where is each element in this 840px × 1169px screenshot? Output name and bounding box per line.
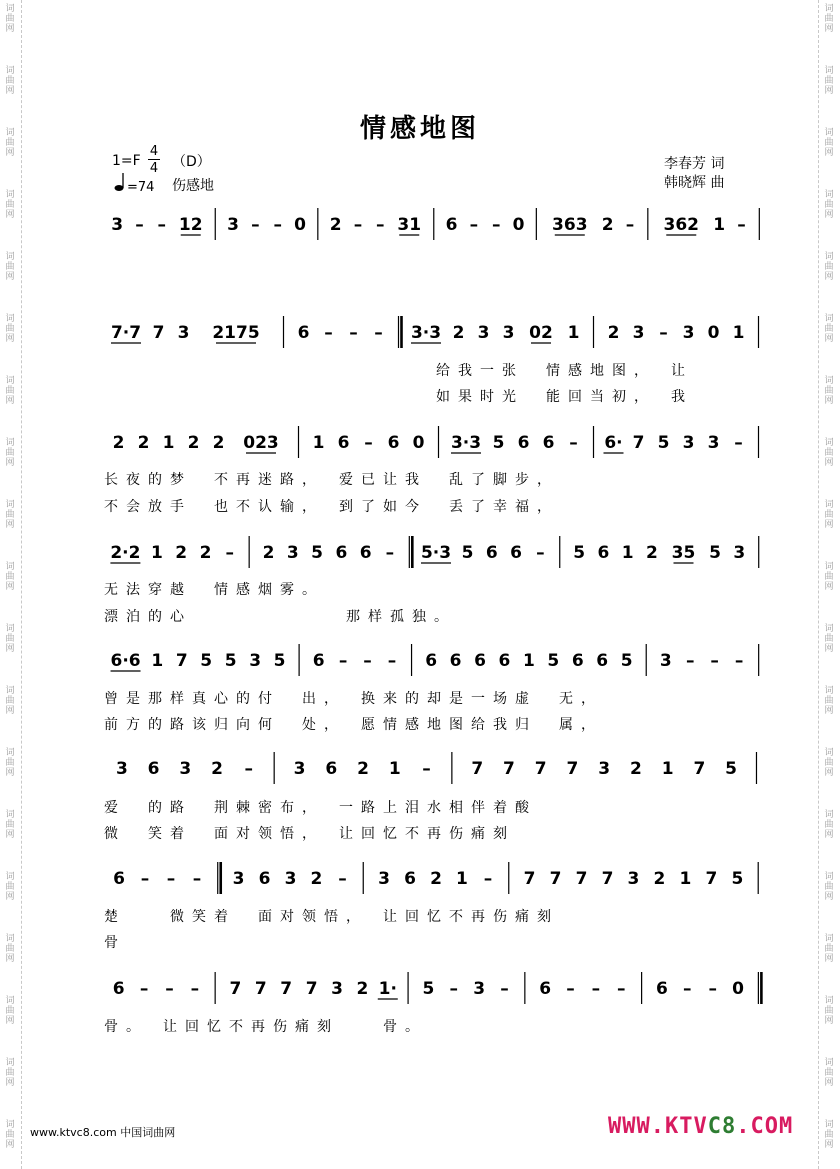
note-token: 3 — [502, 323, 515, 343]
note-token: 7·7 — [110, 323, 142, 343]
note-token: – — [625, 215, 635, 235]
note-token: 3 — [659, 651, 672, 671]
note-token: 2 — [646, 543, 658, 563]
watermark-text: 词 曲 网 — [824, 686, 834, 716]
note-token: 6 — [517, 433, 530, 453]
note-token: – — [591, 979, 601, 999]
note-token: – — [491, 215, 501, 235]
note-token: 2 — [262, 543, 275, 563]
note-token: – — [374, 323, 383, 343]
lyricist: 李春芳 词 — [664, 156, 725, 172]
note-token: 1 — [151, 543, 163, 563]
note-token: – — [737, 215, 746, 235]
watermark-text: 词 曲 网 — [5, 810, 15, 840]
note-token: 1 — [732, 323, 745, 343]
watermark-text: 词 曲 网 — [824, 934, 834, 964]
note-token: 31 — [397, 215, 422, 235]
note-token: – — [376, 215, 385, 235]
lyric-line-7a: 楚 微笑着 面对领悟， 让回忆不再伤痛刻 — [104, 909, 559, 925]
lyric-line-5a: 曾是那样真心的付 出， 换来的却是一场虚 无， — [104, 691, 603, 707]
note-token: 0 — [732, 979, 744, 999]
note-token: 6 — [539, 979, 552, 999]
note-token: – — [273, 215, 282, 235]
note-token: 2 — [212, 433, 225, 453]
note-token: 3 — [293, 759, 306, 779]
note-token: 5 — [492, 433, 505, 453]
composer: 韩晓辉 曲 — [664, 175, 725, 191]
note-token: – — [500, 979, 509, 999]
watermark-text: 词 曲 网 — [824, 438, 834, 468]
note-token: – — [338, 651, 348, 671]
note-token: – — [387, 651, 397, 671]
watermark-text: 词 曲 网 — [5, 996, 15, 1026]
note-token: 6 — [404, 869, 416, 889]
note-token: 2 — [211, 759, 223, 779]
note-token: 3 — [378, 869, 390, 889]
note-token: 2·2 — [110, 543, 141, 563]
watermark-text: 词 曲 网 — [5, 376, 15, 406]
key-signature: 1=F — [112, 153, 141, 169]
note-token: 3 — [115, 759, 128, 779]
note-token: – — [385, 543, 395, 563]
note-token: – — [363, 651, 372, 671]
note-token: 6 — [656, 979, 668, 999]
lyric-line-8a: 骨。 让回忆不再伤痛刻 骨。 — [104, 1019, 427, 1035]
note-token: – — [659, 323, 668, 343]
note-token: 5 — [731, 869, 744, 889]
note-token: 1 — [522, 651, 535, 671]
note-token: – — [192, 869, 202, 889]
watermark-text: 词 曲 网 — [5, 128, 15, 158]
tempo: =74 — [127, 180, 155, 195]
note-token: 6 — [337, 433, 350, 453]
lyric-line-7b: 骨 — [104, 935, 126, 951]
watermark-text: 词 曲 网 — [824, 376, 834, 406]
lyric-line-3a: 长夜的梦 不再迷路， 爱已让我 乱了脚步， — [104, 472, 559, 488]
note-token: 6 — [542, 433, 555, 453]
note-token: 3 — [179, 759, 192, 779]
note-token: 3 — [286, 543, 299, 563]
watermark-text: 词 曲 网 — [5, 4, 15, 34]
note-token: 5 — [725, 759, 738, 779]
note-token: 6 — [147, 759, 160, 779]
note-token: – — [251, 215, 260, 235]
note-token: – — [166, 869, 176, 889]
note-token: 7 — [229, 979, 242, 999]
note-token: 3 — [249, 651, 262, 671]
note-token: 1 — [661, 759, 674, 779]
left-guide-line — [21, 0, 22, 1169]
note-token: 2 — [137, 433, 150, 453]
page-title: 情感地图 — [359, 114, 480, 144]
note-token: 6 — [485, 543, 498, 563]
watermark-text: 词 曲 网 — [824, 624, 834, 654]
note-token: – — [324, 323, 333, 343]
note-token: 1 — [162, 433, 175, 453]
note-token: 6 — [335, 543, 348, 563]
note-token: 2 — [357, 759, 369, 779]
note-token: – — [364, 433, 373, 453]
note-token: 6 — [596, 651, 609, 671]
watermark-text: 词 曲 网 — [5, 748, 15, 778]
note-token: 5 — [547, 651, 560, 671]
lyric-line-4b: 漂泊的心 那样孤独。 — [104, 609, 456, 625]
note-token: 12 — [178, 215, 203, 235]
note-token: 6 — [597, 543, 610, 563]
watermark-text: 词 曲 网 — [5, 562, 15, 592]
note-token: 7 — [523, 869, 536, 889]
score-line-8 — [100, 970, 770, 1010]
watermark-text: 词 曲 网 — [824, 314, 834, 344]
note-token: 3 — [632, 323, 645, 343]
watermark-text: 词 曲 网 — [824, 128, 834, 158]
note-token: – — [617, 979, 626, 999]
note-token: 3 — [682, 433, 695, 453]
lyric-line-6a: 爱 的路 荆棘密布， 一路上泪水相伴着酸 — [104, 800, 537, 816]
watermark-text: 词 曲 网 — [5, 66, 15, 96]
note-token: 6 — [510, 543, 522, 563]
note-token: 3 — [707, 433, 720, 453]
note-token: 1 — [567, 323, 580, 343]
note-token: – — [338, 869, 347, 889]
score-line-5 — [100, 642, 770, 682]
note-token: – — [536, 543, 545, 563]
note-token: – — [140, 869, 150, 889]
note-token: 3 — [177, 323, 190, 343]
note-token: 3 — [473, 979, 486, 999]
score-line-2 — [100, 314, 770, 354]
lyric-line-2b: 如果时光 能回当初， 我 — [436, 389, 693, 405]
note-token: 2 — [187, 433, 200, 453]
note-token: 1 — [679, 869, 692, 889]
lyric-line-5b: 前方的路该归向何 处， 愿情感地图给我归 属， — [104, 717, 603, 733]
watermark-text: 词 曲 网 — [824, 1120, 834, 1150]
note-token: 5 — [311, 543, 324, 563]
note-token: 0 — [412, 433, 425, 453]
note-token: 6·6 — [110, 651, 141, 671]
note-token: 5 — [273, 651, 286, 671]
note-token: 2 — [653, 869, 666, 889]
note-token: 7 — [575, 869, 588, 889]
note-token: 02 — [529, 323, 553, 343]
note-token: 3 — [284, 869, 297, 889]
lyric-line-6b: 微 笑着 面对领悟， 让回忆不再伤痛刻 — [104, 826, 515, 842]
note-token: 6 — [387, 433, 400, 453]
key-extra: （D） — [172, 154, 211, 170]
note-token: 3 — [331, 979, 343, 999]
time-signature-top: 4 — [149, 144, 159, 159]
note-token: 5 — [657, 433, 670, 453]
note-token: 7 — [632, 433, 645, 453]
note-token: 6 — [474, 651, 486, 671]
note-token: 3 — [598, 759, 611, 779]
note-token: 7 — [175, 651, 188, 671]
watermark-text: 词 曲 网 — [824, 252, 834, 282]
watermark-text: 词 曲 网 — [824, 562, 834, 592]
watermark-text: 词 曲 网 — [5, 686, 15, 716]
watermark-text: 词 曲 网 — [5, 500, 15, 530]
note-token: – — [566, 979, 575, 999]
note-token: 3 — [232, 869, 245, 889]
note-token: 023 — [243, 433, 279, 453]
note-token: 6 — [258, 869, 271, 889]
watermark-text: 词 曲 网 — [5, 190, 15, 220]
note-token: 3 — [627, 869, 640, 889]
note-token: 2 — [607, 323, 620, 343]
note-token: 6 — [571, 651, 584, 671]
note-token: 6 — [312, 651, 325, 671]
note-token: – — [710, 651, 719, 671]
logo-part-c: .COM — [736, 1114, 794, 1139]
note-token: – — [225, 543, 234, 563]
note-token: – — [685, 651, 695, 671]
lyric-line-3b: 不会放手 也不认输， 到了如今 丢了幸福， — [104, 499, 559, 515]
note-token: 5 — [200, 651, 213, 671]
note-token: – — [569, 433, 578, 453]
note-token: – — [190, 979, 200, 999]
note-token: 2 — [175, 543, 188, 563]
note-token: 5 — [461, 543, 474, 563]
note-token: 1 — [151, 651, 164, 671]
time-signature-bar — [148, 159, 160, 160]
note-token: 3 — [477, 323, 490, 343]
note-token: 35 — [671, 543, 696, 563]
note-token: 2 — [199, 543, 212, 563]
note-token: 1 — [312, 433, 325, 453]
watermark-text: 词 曲 网 — [5, 872, 15, 902]
watermark-text: 词 曲 网 — [824, 190, 834, 220]
right-guide-line — [818, 0, 819, 1169]
note-token: – — [135, 215, 144, 235]
note-token: 3 — [682, 323, 695, 343]
note-token: 2 — [430, 869, 442, 889]
note-token: 7 — [705, 869, 718, 889]
watermark-text: 词 曲 网 — [5, 1120, 15, 1150]
note-token: – — [244, 759, 254, 779]
watermark-text: 词 曲 网 — [824, 810, 834, 840]
note-token: 1 — [621, 543, 634, 563]
watermark-text: 词 曲 网 — [5, 252, 15, 282]
note-token: 7 — [503, 759, 515, 779]
watermark-text: 词 曲 网 — [824, 66, 834, 96]
note-token: 6 — [425, 651, 438, 671]
note-token: – — [139, 979, 149, 999]
note-token: – — [469, 215, 479, 235]
note-token: 0 — [707, 323, 720, 343]
note-token: 3·3 — [450, 433, 482, 453]
note-token: – — [734, 433, 743, 453]
watermark-text: 词 曲 网 — [5, 314, 15, 344]
watermark-text: 词 曲 网 — [824, 4, 834, 34]
note-token: – — [349, 323, 358, 343]
note-token: 3·3 — [410, 323, 442, 343]
watermark-text: 词 曲 网 — [5, 934, 15, 964]
note-token: 2 — [112, 433, 125, 453]
note-token: – — [734, 651, 744, 671]
note-token: – — [483, 869, 493, 889]
note-token: 1 — [388, 759, 401, 779]
note-token: 1· — [378, 979, 397, 999]
watermark-text: 词 曲 网 — [824, 1058, 834, 1088]
watermark-text: 词 曲 网 — [5, 438, 15, 468]
note-token: 2 — [329, 215, 342, 235]
note-token: 7 — [693, 759, 706, 779]
watermark-text: 词 曲 网 — [824, 872, 834, 902]
note-token: 6 — [498, 651, 511, 671]
note-token: 7 — [534, 759, 547, 779]
footer-logo — [608, 1114, 793, 1139]
note-token: 5 — [573, 543, 586, 563]
note-token: 6 — [112, 979, 125, 999]
note-token: 5 — [422, 979, 435, 999]
note-token: 6 — [113, 869, 125, 889]
watermark-text: 词 曲 网 — [824, 748, 834, 778]
note-token: 7 — [549, 869, 562, 889]
watermark-text: 词 曲 网 — [824, 996, 834, 1026]
quarter-note-icon — [114, 172, 128, 192]
note-token: 2 — [452, 323, 465, 343]
note-token: 2 — [629, 759, 642, 779]
note-token: 2 — [356, 979, 369, 999]
note-token: 5 — [709, 543, 721, 563]
note-token: – — [683, 979, 692, 999]
note-token: 362 — [663, 215, 700, 235]
logo-part-a: WWW.KTV — [608, 1114, 708, 1139]
note-token: 7 — [254, 979, 267, 999]
note-token: 2 — [310, 869, 323, 889]
note-token: 6 — [297, 323, 310, 343]
note-token: 2 — [601, 215, 614, 235]
note-token: 3 — [733, 543, 746, 563]
watermark-text: 词 曲 网 — [5, 624, 15, 654]
time-signature-bottom: 4 — [149, 161, 159, 176]
note-token: 6 — [359, 543, 372, 563]
note-token: 5·3 — [420, 543, 452, 563]
style-marking: 伤感地 — [172, 178, 214, 194]
note-token: – — [422, 759, 431, 779]
note-token: 7 — [152, 323, 165, 343]
note-token: 5 — [620, 651, 633, 671]
note-token: – — [353, 215, 363, 235]
watermark-text: 词 曲 网 — [824, 500, 834, 530]
score-line-7 — [100, 860, 770, 900]
note-token: 0 — [294, 215, 306, 235]
note-token: – — [157, 215, 166, 235]
note-token: 1 — [456, 869, 468, 889]
watermark-text: 词 曲 网 — [5, 1058, 15, 1088]
note-token: 3 — [227, 215, 240, 235]
note-token: 2175 — [212, 323, 260, 343]
note-token: 5 — [224, 651, 237, 671]
score-line-4 — [100, 534, 770, 574]
note-token: 7 — [601, 869, 614, 889]
lyric-line-4a: 无法穿越 情感烟雾。 — [104, 582, 324, 598]
note-token: 6 — [325, 759, 338, 779]
note-token: – — [165, 979, 174, 999]
note-token: 3 — [111, 215, 124, 235]
note-token: 0 — [512, 215, 525, 235]
note-token: 7 — [305, 979, 318, 999]
footer-site-text: www.ktvc8.com 中国词曲网 — [30, 1126, 176, 1139]
note-token: 6 — [449, 651, 462, 671]
note-token: 7 — [471, 759, 484, 779]
note-token: 7 — [280, 979, 293, 999]
note-token: 7 — [566, 759, 579, 779]
score-line-6 — [100, 750, 770, 790]
score-line-3 — [100, 424, 770, 464]
score-line-1 — [100, 206, 770, 246]
logo-part-b: C8 — [707, 1114, 737, 1139]
note-token: 1 — [713, 215, 726, 235]
note-token: 6 — [445, 215, 458, 235]
note-token: – — [449, 979, 459, 999]
note-token: 6· — [604, 433, 623, 453]
note-token: – — [708, 979, 717, 999]
lyric-line-2a: 给我一张 情感地图， 让 — [436, 363, 693, 379]
note-token: 363 — [552, 215, 588, 235]
